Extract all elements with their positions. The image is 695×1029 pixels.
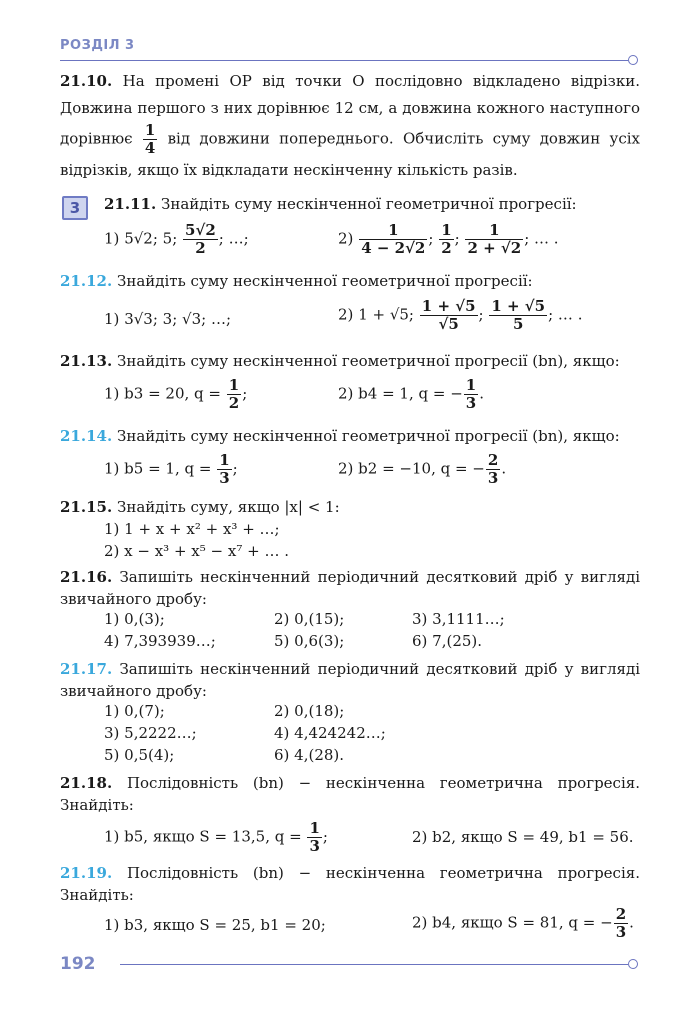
problem-21-17-item: 2) 0,(18); (274, 702, 345, 720)
problem-21-16-item: 1) 0,(3); (104, 610, 165, 628)
problem-text: Послідовність (bn) − нескінченна геометрична прогресія. Знайдіть: (60, 774, 640, 814)
problem-21-19-item-2: 2) b4, якщо S = 81, q = − $\frac{2}{3}$ . (412, 905, 634, 941)
problem-21-11 (104, 195, 640, 213)
section-header: РОЗДІЛ 3 (60, 38, 135, 53)
problem-text-cont: від довжини попереднього. Обчисліть суму довжин усіх відрізків, якщо їх відкладати нескінченну кількість разів. (60, 129, 640, 179)
problem-21-16-item: 4) 7,393939…; (104, 632, 216, 650)
problem-number: 21.10. (60, 72, 113, 90)
problem-21-16-item: 2) 0,(15); (274, 610, 345, 628)
problem-text: Знайдіть суму, якщо |x| < 1: (116, 498, 340, 516)
problem-number: 21.14. (60, 427, 113, 445)
fraction: $\frac{1}{4}$ (144, 121, 156, 157)
problem-number: 21.12. (60, 272, 113, 290)
problem-21-13 (60, 352, 640, 370)
problem-21-16-item: 3) 3,1111…; (412, 610, 505, 628)
problem-21-13-item-2: 2) b4 = 1, q = − $\frac{1}{3}$ . (338, 376, 484, 412)
problem-21-10 (60, 68, 640, 184)
problem-21-17-item: 1) 0,(7); (104, 702, 165, 720)
header-rule (60, 60, 628, 61)
problem-21-15-item-2: 2) x − x³ + x⁵ − x⁷ + … . (104, 542, 289, 560)
footer-rule (120, 964, 628, 965)
difficulty-level-badge: 3 (62, 196, 88, 220)
problem-number: 21.11. (104, 195, 157, 213)
problem-21-17-item: 3) 5,2222…; (104, 724, 197, 742)
problem-21-15 (60, 498, 640, 516)
problem-21-19 (60, 862, 640, 906)
problem-21-13-item-1: 1) b3 = 20, q = $\frac{1}{2}$ ; (104, 376, 248, 412)
problem-21-14-item-2: 2) b2 = −10, q = − $\frac{2}{3}$ . (338, 451, 507, 487)
problem-number: 21.17. (60, 660, 113, 678)
problem-21-18-item-1: 1) b5, якщо S = 13,5, q = $\frac{1}{3}$ ; (104, 819, 328, 855)
problem-text: На промені OP від точки O послідовно відкладено відрізки. Довжина першого з них дорівнює 12 см, а довжина кожного наступного дорівнює (60, 72, 640, 148)
problem-21-15-item-1: 1) 1 + x + x² + x³ + …; (104, 520, 280, 538)
page-number: 192 (60, 954, 96, 974)
problem-21-12-item-1: 1) 3√3; 3; √3; …; (104, 310, 231, 328)
problem-21-16 (60, 566, 640, 610)
problem-21-14-item-1: 1) b5 = 1, q = $\frac{1}{3}$ ; (104, 451, 238, 487)
problem-number: 21.13. (60, 352, 113, 370)
problem-text: Запишіть нескінченний періодичний десятковий дріб у вигляді звичайного дробу: (60, 660, 640, 700)
problem-number: 21.15. (60, 498, 113, 516)
problem-text: Знайдіть суму нескінченної геометричної прогресії: (160, 195, 577, 213)
problem-21-17-item: 6) 4,(28). (274, 746, 345, 764)
problem-21-17-item: 4) 4,424242…; (274, 724, 386, 742)
problem-21-14 (60, 427, 640, 445)
problem-number: 21.18. (60, 774, 113, 792)
problem-21-12 (60, 272, 640, 290)
problem-21-16-item: 5) 0,6(3); (274, 632, 345, 650)
problem-text: Знайдіть суму нескінченної геометричної прогресії (bn), якщо: (116, 427, 620, 445)
problem-21-11-item-2: 2) $\frac{1}{4 - 2√2}$ ; $\frac{1}{2}$ ; $\frac{1}{2 + √2}$ ; … . (338, 221, 559, 257)
problem-21-19-item-1: 1) b3, якщо S = 25, b1 = 20; (104, 916, 326, 934)
problem-21-18-item-2: 2) b2, якщо S = 49, b1 = 56. (412, 828, 634, 846)
problem-number: 21.16. (60, 568, 113, 586)
problem-21-17-item: 5) 0,5(4); (104, 746, 175, 764)
problem-number: 21.19. (60, 864, 113, 882)
problem-21-18 (60, 772, 640, 816)
problem-text: Послідовність (bn) − нескінченна геометрична прогресія. Знайдіть: (60, 864, 640, 904)
problem-21-17 (60, 658, 640, 702)
problem-text: Знайдіть суму нескінченної геометричної прогресії: (116, 272, 533, 290)
footer-rule-end-dot (628, 959, 638, 969)
header-rule-end-dot (628, 55, 638, 65)
problem-text: Запишіть нескінченний періодичний десятковий дріб у вигляді звичайного дробу: (60, 568, 640, 608)
problem-21-16-item: 6) 7,(25). (412, 632, 483, 650)
problem-21-12-item-2: 2) 1 + √5; $\frac{1 + √5}{√5}$ ; $\frac{1 + √5}{5}$ ; … . (338, 297, 583, 333)
problem-21-11-item-1: 1) 5√2; 5; $\frac{5√2}{2}$ ; …; (104, 221, 249, 257)
problem-text: Знайдіть суму нескінченної геометричної прогресії (bn), якщо: (116, 352, 620, 370)
